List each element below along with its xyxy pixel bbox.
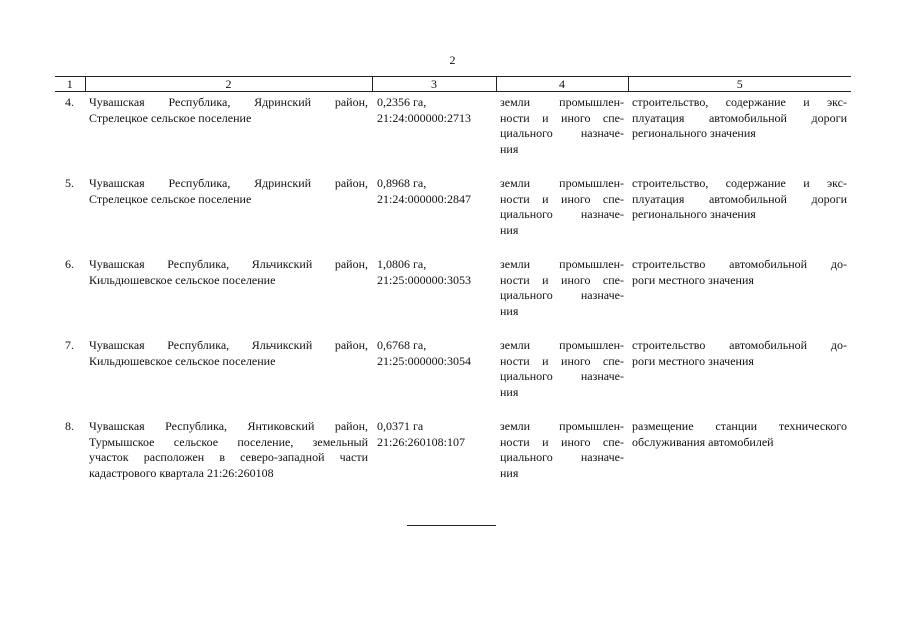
location-cell	[85, 335, 372, 416]
purpose-line: размещение станции технического	[632, 419, 847, 433]
location-line: кадастрового квартала 21:26:260108	[89, 465, 274, 480]
land-category-line: земли промышлен-	[500, 257, 624, 271]
location-cell	[85, 416, 372, 497]
location-line: Чувашская Республика, Яльчикский район,	[89, 257, 368, 271]
area-cadastral-line: 21:25:000000:3054	[377, 353, 472, 368]
table-body	[55, 92, 851, 498]
purpose-line: строительство автомобильной до-	[632, 257, 847, 271]
column-header-2: 2	[85, 77, 372, 92]
location-cell	[85, 92, 372, 174]
purpose-cell	[628, 416, 851, 497]
land-category-line: ния	[500, 465, 519, 480]
purpose-line: строительство автомобильной до-	[632, 338, 847, 352]
location-line: участок расположен в северо-западной части	[89, 450, 368, 464]
land-category-line: ности и иного спе-	[500, 110, 624, 125]
table-header-row	[55, 77, 851, 92]
area-cadastral-cell	[372, 254, 496, 335]
purpose-line: строительство, содержание и экс-	[632, 95, 847, 109]
land-category-line: ности и иного спе-	[500, 272, 624, 287]
area-cadastral-line: 21:24:000000:2847	[377, 191, 472, 206]
area-cadastral-line: 21:26:260108:107	[377, 434, 466, 449]
purpose-line: строительство, содержание и экс-	[632, 176, 847, 190]
end-divider-line	[407, 525, 496, 526]
land-category-line: земли промышлен-	[500, 338, 624, 352]
column-header-4: 4	[496, 77, 628, 92]
area-cadastral-cell	[372, 173, 496, 254]
location-line: Чувашская Республика, Яльчикский район,	[89, 338, 368, 352]
column-header-5: 5	[628, 77, 851, 92]
purpose-line: регионального значения	[632, 126, 756, 140]
area-cadastral-line: 0,0371 га	[377, 419, 424, 433]
purpose-line: роги местного значения	[632, 272, 754, 287]
row-number-cell: 6.	[65, 257, 74, 271]
column-header-1: 1	[55, 77, 85, 92]
area-cadastral-line: 0,6768 га,	[377, 338, 427, 352]
area-cadastral-cell	[372, 416, 496, 497]
table-row	[55, 92, 851, 174]
table-row	[55, 335, 851, 416]
table-row	[55, 416, 851, 497]
land-category-line: циального назначе-	[500, 288, 624, 302]
table-row	[55, 254, 851, 335]
land-category-cell	[496, 173, 628, 254]
area-cadastral-line: 21:25:000000:3053	[377, 272, 472, 287]
area-cadastral-line: 21:24:000000:2713	[377, 110, 472, 125]
land-category-line: ния	[500, 141, 519, 156]
area-cadastral-line: 0,8968 га,	[377, 176, 427, 190]
land-category-line: земли промышлен-	[500, 95, 624, 109]
land-category-line: циального назначе-	[500, 126, 624, 140]
land-category-line: ности и иного спе-	[500, 353, 624, 368]
land-category-line: земли промышлен-	[500, 419, 624, 433]
land-category-cell	[496, 416, 628, 497]
purpose-line: обслуживания автомобилей	[632, 434, 774, 449]
location-line: Стрелецкое сельское поселение	[89, 110, 252, 125]
column-header-3: 3	[372, 77, 496, 92]
location-line: Стрелецкое сельское поселение	[89, 191, 252, 206]
land-category-line: циального назначе-	[500, 450, 624, 464]
location-line: Турмышское сельское поселение, земельный	[89, 434, 368, 449]
land-category-line: ния	[500, 384, 519, 399]
row-number-cell: 5.	[65, 176, 74, 190]
land-category-line: земли промышлен-	[500, 176, 624, 190]
location-line: Чувашская Республика, Ядринский район,	[89, 95, 368, 109]
land-category-cell	[496, 335, 628, 416]
row-number-cell: 8.	[65, 419, 74, 433]
purpose-cell	[628, 335, 851, 416]
purpose-line: роги местного значения	[632, 353, 754, 368]
land-category-line: ности и иного спе-	[500, 191, 624, 206]
area-cadastral-cell	[372, 335, 496, 416]
area-cadastral-line: 1,0806 га,	[377, 257, 427, 271]
land-category-line: ния	[500, 303, 519, 318]
page-number: 2	[449, 53, 456, 67]
row-number-cell: 4.	[65, 95, 74, 109]
location-line: Чувашская Республика, Ядринский район,	[89, 176, 368, 190]
area-cadastral-cell	[372, 92, 496, 174]
land-category-cell	[496, 92, 628, 174]
row-number-cell: 7.	[65, 338, 74, 352]
table-row	[55, 173, 851, 254]
purpose-line: плуатация автомобильной дороги	[632, 191, 847, 206]
land-category-line: ности и иного спе-	[500, 434, 624, 449]
location-line: Кильдюшевское сельское поселение	[89, 272, 276, 287]
location-cell	[85, 173, 372, 254]
purpose-cell	[628, 173, 851, 254]
area-cadastral-line: 0,2356 га,	[377, 95, 427, 109]
location-line: Кильдюшевское сельское поселение	[89, 353, 276, 368]
land-plots-table	[55, 76, 851, 497]
land-category-line: циального назначе-	[500, 207, 624, 221]
purpose-cell	[628, 92, 851, 174]
land-category-line: ния	[500, 222, 519, 237]
location-cell	[85, 254, 372, 335]
purpose-cell	[628, 254, 851, 335]
purpose-line: плуатация автомобильной дороги	[632, 110, 847, 125]
land-category-line: циального назначе-	[500, 369, 624, 383]
location-line: Чувашская Республика, Янтиковский район,	[89, 419, 368, 433]
land-category-cell	[496, 254, 628, 335]
purpose-line: регионального значения	[632, 207, 756, 221]
